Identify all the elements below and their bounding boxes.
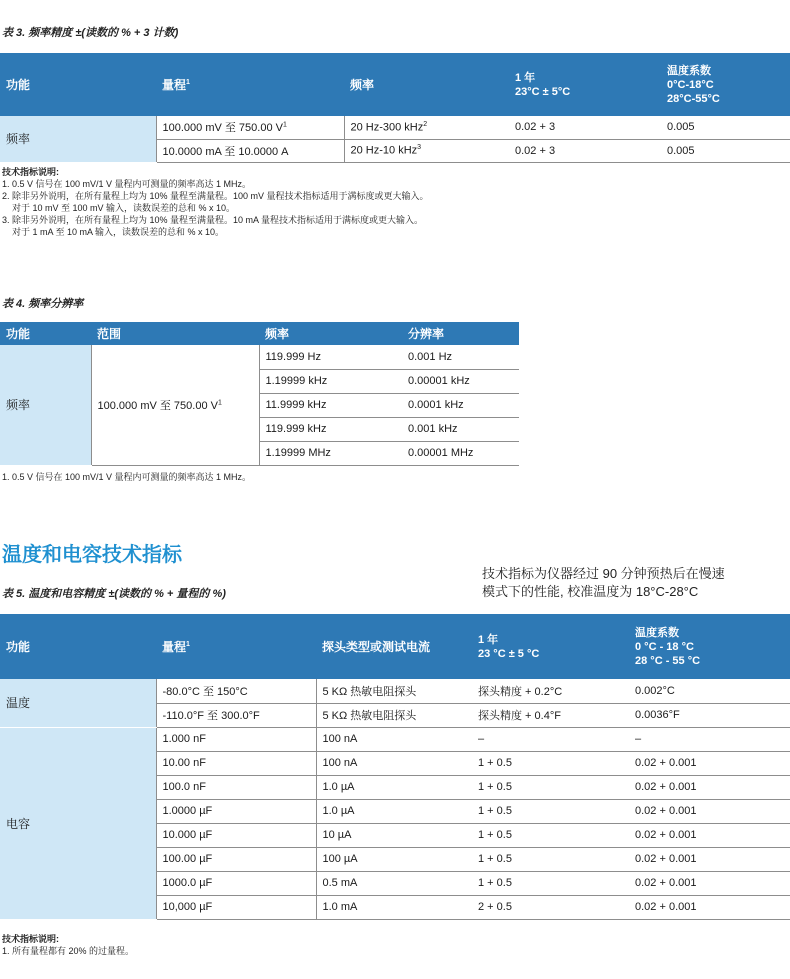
table-row: 119.999 kHz 0.001 kHz (0, 417, 519, 441)
col-function: 功能 (0, 614, 156, 679)
table-row: -110.0°F 至 300.0°F 5 KΩ 热敏电阻探头 探头精度 + 0.4°F 0.0036°F (0, 703, 790, 727)
col-function: 功能 (0, 53, 156, 116)
col-frequency: 频率 (344, 53, 509, 116)
col-one-year: 1 年 23 °C ± 5 °C (472, 614, 629, 679)
col-range: 量程$^1$ (156, 614, 316, 679)
table4-caption: 表 4. 频率分辨率 (2, 298, 84, 310)
table-row: 10.00 nF 100 nA 1 + 0.5 0.02 + 0.001 (0, 751, 790, 775)
table3-notes: 技术指标说明: 1. 0.5 V 信号在 100 mV/1 V 量程内可测量的频率高达 1 MHz。 2. 除非另外说明，在所有量程上均为 10% 量程至满量程。100 mV 量程技术指标适用于满标度或更大输入。 对于 10 mV 至 100 mV 输入，读数误差的总和 % x 10。 3. 除非另外说明，在所有量程上均为 10% 量程至满量程。10 mA 量程技术指标适用于满标度或更大输入。 对于 1 mA 至 10 mA 输入，读数误差的总和 % x 10。 (2, 167, 429, 237)
table-row: 10.0000 mA 至 10.0000 A 20 Hz-10 kHz$^3$ 0.02 + 3 0.005 (0, 139, 790, 162)
col-function: 功能 (0, 322, 91, 345)
col-resolution: 分辨率 (402, 322, 519, 345)
table-row: 温度 -80.0°C 至 150°C 5 KΩ 热敏电阻探头 探头精度 + 0.2°C 0.002°C (0, 679, 790, 703)
col-range: 量程$^1$ (156, 53, 344, 116)
table3-frequency-accuracy (0, 53, 790, 163)
table-row: 1000.0 µF 0.5 mA 1 + 0.5 0.02 + 0.001 (0, 871, 790, 895)
table5-caption: 表 5. 温度和电容精度 ±(读数的 % + 量程的 %) (2, 588, 226, 600)
table-row: 100.00 µF 100 µA 1 + 0.5 0.02 + 0.001 (0, 847, 790, 871)
table4-note: 1. 0.5 V 信号在 100 mV/1 V 量程内可测量的频率高达 1 MHz。 (2, 472, 252, 482)
function-cell-temperature: 温度 (0, 679, 156, 727)
table-row: 1.19999 kHz 0.00001 kHz (0, 369, 519, 393)
table5-notes: 技术指标说明: 1. 所有量程都有 20% 的过量程。 (2, 934, 135, 956)
table-row: 100.0 nF 1.0 µA 1 + 0.5 0.02 + 0.001 (0, 775, 790, 799)
section-intro: 技术指标为仪器经过 90 分钟预热后在慢速 模式下的性能, 校准温度为 18°C-28°C (482, 566, 725, 599)
section-title: 温度和电容技术指标 (2, 544, 182, 566)
table-row: 电容 1.000 nF 100 nA – – (0, 727, 790, 751)
table-row: 1.0000 µF 1.0 µA 1 + 0.5 0.02 + 0.001 (0, 799, 790, 823)
function-cell-capacitance: 电容 (0, 727, 156, 919)
function-cell: 频率 (0, 116, 156, 162)
range-cell: 100.000 mV 至 750.00 $V^1$ (91, 345, 259, 465)
col-temp-coeff: 温度系数 0°C-18°C 28°C-55°C (661, 53, 790, 116)
table-row: 1.19999 MHz 0.00001 MHz (0, 441, 519, 465)
table5-temperature-capacitance (0, 614, 790, 920)
table-row: 10.000 µF 10 µA 1 + 0.5 0.02 + 0.001 (0, 823, 790, 847)
table4-frequency-resolution (0, 322, 519, 466)
table-row: 频率 100.000 mV 至 750.00 $V^1$ 20 Hz-300 kHz$^2$ 0.02 + 3 0.005 (0, 116, 790, 139)
col-frequency: 频率 (259, 322, 402, 345)
table-row: 10,000 µF 1.0 mA 2 + 0.5 0.02 + 0.001 (0, 895, 790, 919)
col-temp-coeff: 温度系数 0 °C - 18 °C 28 °C - 55 °C (629, 614, 790, 679)
col-one-year: 1 年 23°C ± 5°C (509, 53, 661, 116)
col-probe: 探头类型或测试电流 (316, 614, 472, 679)
table-row: 频率 100.000 mV 至 750.00 $V^1$ 119.999 Hz 0.001 Hz (0, 345, 519, 369)
table-row: 11.9999 kHz 0.0001 kHz (0, 393, 519, 417)
function-cell: 频率 (0, 345, 91, 465)
table3-caption: 表 3. 频率精度 ±(读数的 % + 3 计数) (2, 27, 179, 39)
col-range: 范围 (91, 322, 259, 345)
